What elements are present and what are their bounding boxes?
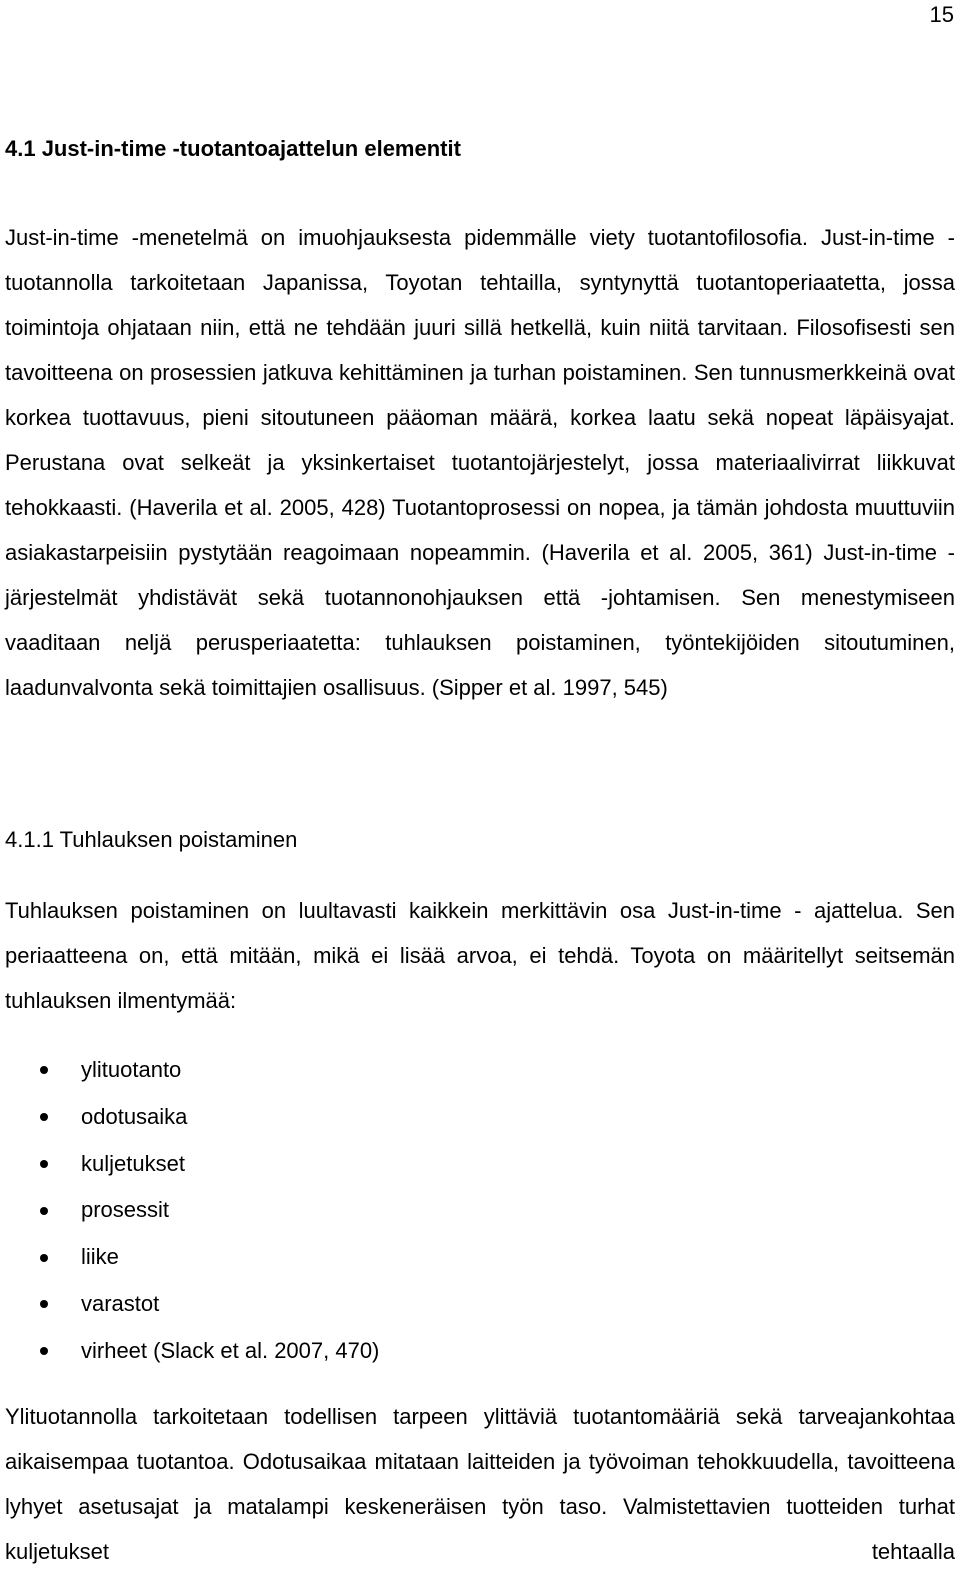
list-item — [0, 1047, 379, 1094]
bullet-dot-icon — [40, 1066, 48, 1074]
list-item — [0, 1187, 379, 1234]
bullet-dot-icon — [40, 1160, 48, 1168]
subsection-intro-paragraph: Tuhlauksen poistaminen on luultavasti kaikkein merkittävin osa Just-in-time - ajattelua. Sen periaatteena on, että mitään, mikä ei lisää arvoa, ei tehdä. Toyota on määritellyt seitsemän tuhlauksen ilmentymää: — [5, 898, 955, 1013]
page-number: 15 — [929, 2, 954, 27]
list-item-text: liike — [81, 1244, 119, 1270]
bullet-dot-icon — [40, 1300, 48, 1308]
list-item — [0, 1094, 379, 1141]
list-item — [0, 1328, 379, 1375]
bullet-dot-icon — [40, 1113, 48, 1121]
list-item-text: varastot — [81, 1290, 160, 1316]
section-heading: 4.1 Just-in-time -tuotantoajattelun elementit — [5, 136, 461, 161]
list-item-text: kuljetukset — [81, 1150, 185, 1176]
bullet-dot-icon — [40, 1207, 48, 1215]
subsection-heading: 4.1.1 Tuhlauksen poistaminen — [5, 827, 298, 852]
bullet-dot-icon — [40, 1347, 48, 1355]
list-item-text: odotusaika — [81, 1103, 188, 1129]
list-item-text: virheet (Slack et al. 2007, 470) — [81, 1337, 380, 1363]
list-item-text: ylituotanto — [81, 1057, 182, 1082]
waste-types-list — [0, 1047, 379, 1375]
list-item-text: prosessit — [81, 1197, 170, 1223]
list-item — [0, 1141, 379, 1188]
list-item — [0, 1234, 379, 1281]
list-item — [0, 1281, 379, 1328]
bullet-dot-icon — [40, 1254, 48, 1262]
section-paragraph: Just-in-time -menetelmä on imuohjauksesta pidemmälle viety tuotantofilosofia. Just-in-time -tuotannolla tarkoitetaan Japanissa, Toyotan tehtailla, syntynyttä tuotantoperiaatetta, jossa toimintoja ohjataan niin, että ne tehdään juuri sillä hetkellä, kuin niitä tarvitaan. Filosofisesti sen tavoitteena on prosessien jatkuva kehittäminen ja turhan poistaminen. Sen tunnusmerkkeinä ovat korkea tuottavuus, pieni sitoutuneen pääoman määrä, korkea laatu sekä nopeat läpäisyajat. Perustana ovat selkeät ja yksinkertaiset tuotantojärjestelyt, jossa materiaalivirrat liikkuvat tehokkaasti. (Haverila et al. 2005, 428) Tuotantoprosessi on nopea, ja tämän johdosta muuttuviin asiakastarpeisiin pystytään reagoimaan nopeammin. (Haverila et al. 2005, 361) Just-in-time -järjestelmät yhdistävät sekä tuotannonohjauksen että -johtamisen. Sen menestymiseen vaaditaan neljä perusperiaatetta: tuhlauksen poistaminen, työntekijöiden sitoutuminen, laadunvalvonta sekä toimittajien osallisuus. (Sipper et al. 1997, 545) — [5, 225, 955, 700]
subsection-body-paragraph: Ylituotannolla tarkoitetaan todellisen tarpeen ylittäviä tuotantomääriä sekä tarveajankohtaa aikaisempaa tuotantoa. Odotusaikaa mitataan laitteiden ja työvoiman tehokkuudella, tavoitteena lyhyet asetusajat ja matalampi keskeneräisen työn taso. Valmistettavien tuotteiden turhat kuljetukset tehtaalla — [5, 1404, 955, 1564]
